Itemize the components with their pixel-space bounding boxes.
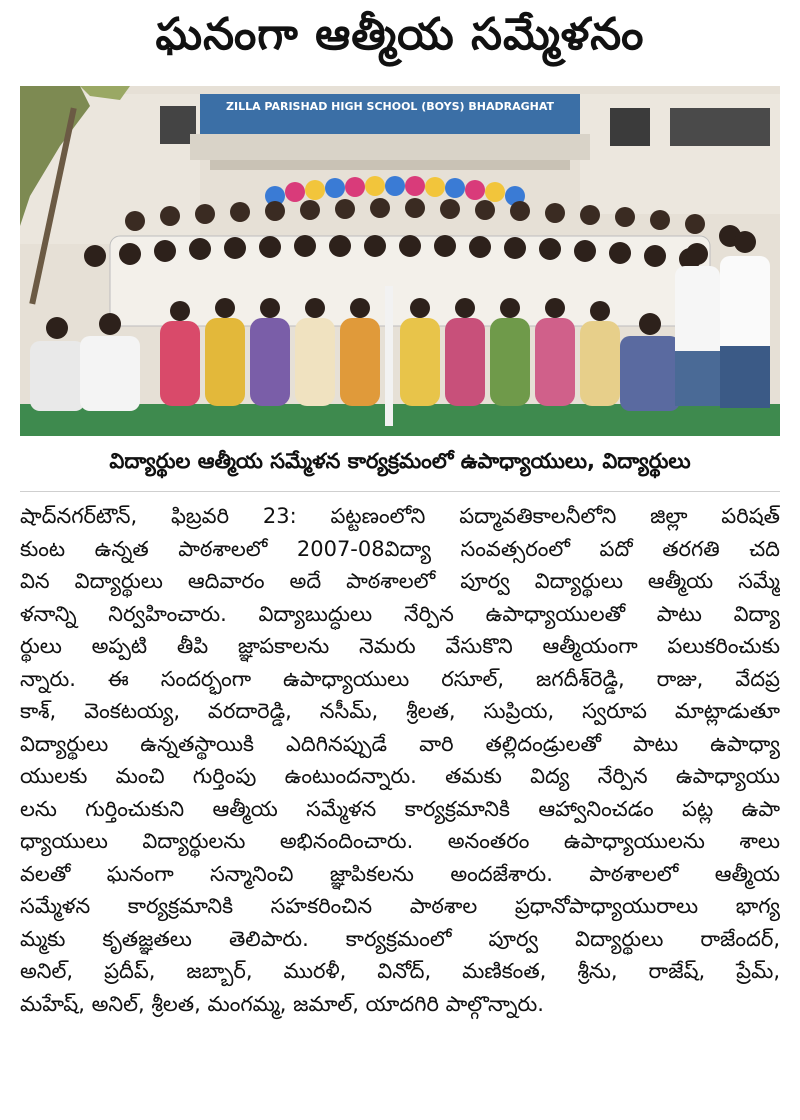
article-line: అనిల్, ప్రదీప్, జబ్బార్, మురళీ, వినోద్, మణికంత, శ్రీను, రాజేష్, ప్రేమ్, (20, 959, 780, 983)
article-body (20, 500, 780, 1020)
article-line: న్నారు. ఈ సందర్భంగా ఉపాధ్యాయులు రసూల్, జగదీశ్‌రెడ్డి, రాజు, వేదప్ర (20, 666, 780, 691)
article-line: కాశ్, వెంకటయ్య, వరదారెడ్డి, నసీమ్, శ్రీలత, సుప్రియ, స్వరూప మాట్లాడుతూ (20, 699, 780, 723)
article-line: షాద్‌నగర్‌టౌన్, ఫిబ్రవరి 23: పట్టణంలోని పద్మావతికాలనీలోని జిల్లా పరిషత్ (20, 504, 780, 528)
article-line: వలతో ఘనంగా సన్మానించి జ్ఞాపికలను అందజేశారు. పాఠశాలలో ఆత్మీయ (20, 861, 780, 886)
article-line: మ్మకు కృతజ్ఞతలు తెలిపారు. కార్యక్రమంలో పూర్వ విద్యార్థులు రాజేందర్, (20, 926, 780, 951)
article-line: ధ్యాయులు విద్యార్థులను అభినందించారు. అనంతరం ఉపాధ్యాయులను శాలు (20, 829, 780, 853)
article-line: విద్యార్థులు ఉన్నతస్థాయికి ఎదిగినప్పుడే వారి తల్లిదండ్రులతో పాటు ఉపాధ్యా (20, 731, 780, 756)
article-line: మహేష్, అనిల్, శ్రీలత, మంగమ్మ, జమాల్, యాదగిరి పాల్గొన్నారు. (20, 991, 544, 1016)
article-line: ర్థులు అప్పటి తీపి జ్ఞాపకాలను నెమరు వేసుకొని ఆత్మీయంగా పలుకరించుకు (20, 634, 780, 658)
group-photo (20, 86, 780, 436)
article-line: కుంట ఉన్నత పాఠశాలలో 2007-08విద్యా సంవత్సరంలో పదో తరగతి చది (20, 536, 780, 561)
photo-caption: విద్యార్థుల ఆత్మీయ సమ్మేళన కార్యక్రమంలో ఉపాధ్యాయులు, విద్యార్థులు (20, 436, 780, 492)
school-banner: ZILLA PARISHAD HIGH SCHOOL (BOYS) BHADRAGHAT (226, 100, 554, 113)
group-photo-illustration (20, 86, 780, 436)
headline: ఘనంగా ఆత్మీయ సమ్మేళనం (155, 9, 645, 60)
article-line: సమ్మేళన కార్యక్రమానికి సహకరించిన పాఠశాల ప్రధానోపాధ్యాయురాలు భాగ్య (20, 894, 780, 918)
article-line: యులకు మంచి గుర్తింపు ఉంటుందన్నారు. తమకు విద్య నేర్పిన ఉపాధ్యాయు (20, 764, 780, 788)
article-line: లను గుర్తించుకుని ఆత్మీయ సమ్మేళన కార్యక్రమానికి ఆహ్వానించడం పట్ల ఉపా (20, 796, 780, 821)
article-line: విన విద్యార్థులు ఆదివారం అదే పాఠశాలలో పూర్వ విద్యార్థులు ఆత్మీయ సమ్మే (20, 569, 780, 593)
article-line: ళనాన్ని నిర్వహించారు. విద్యాబుద్ధులు నేర్పిన ఉపాధ్యాయులతో పాటు విద్యా (20, 601, 780, 626)
